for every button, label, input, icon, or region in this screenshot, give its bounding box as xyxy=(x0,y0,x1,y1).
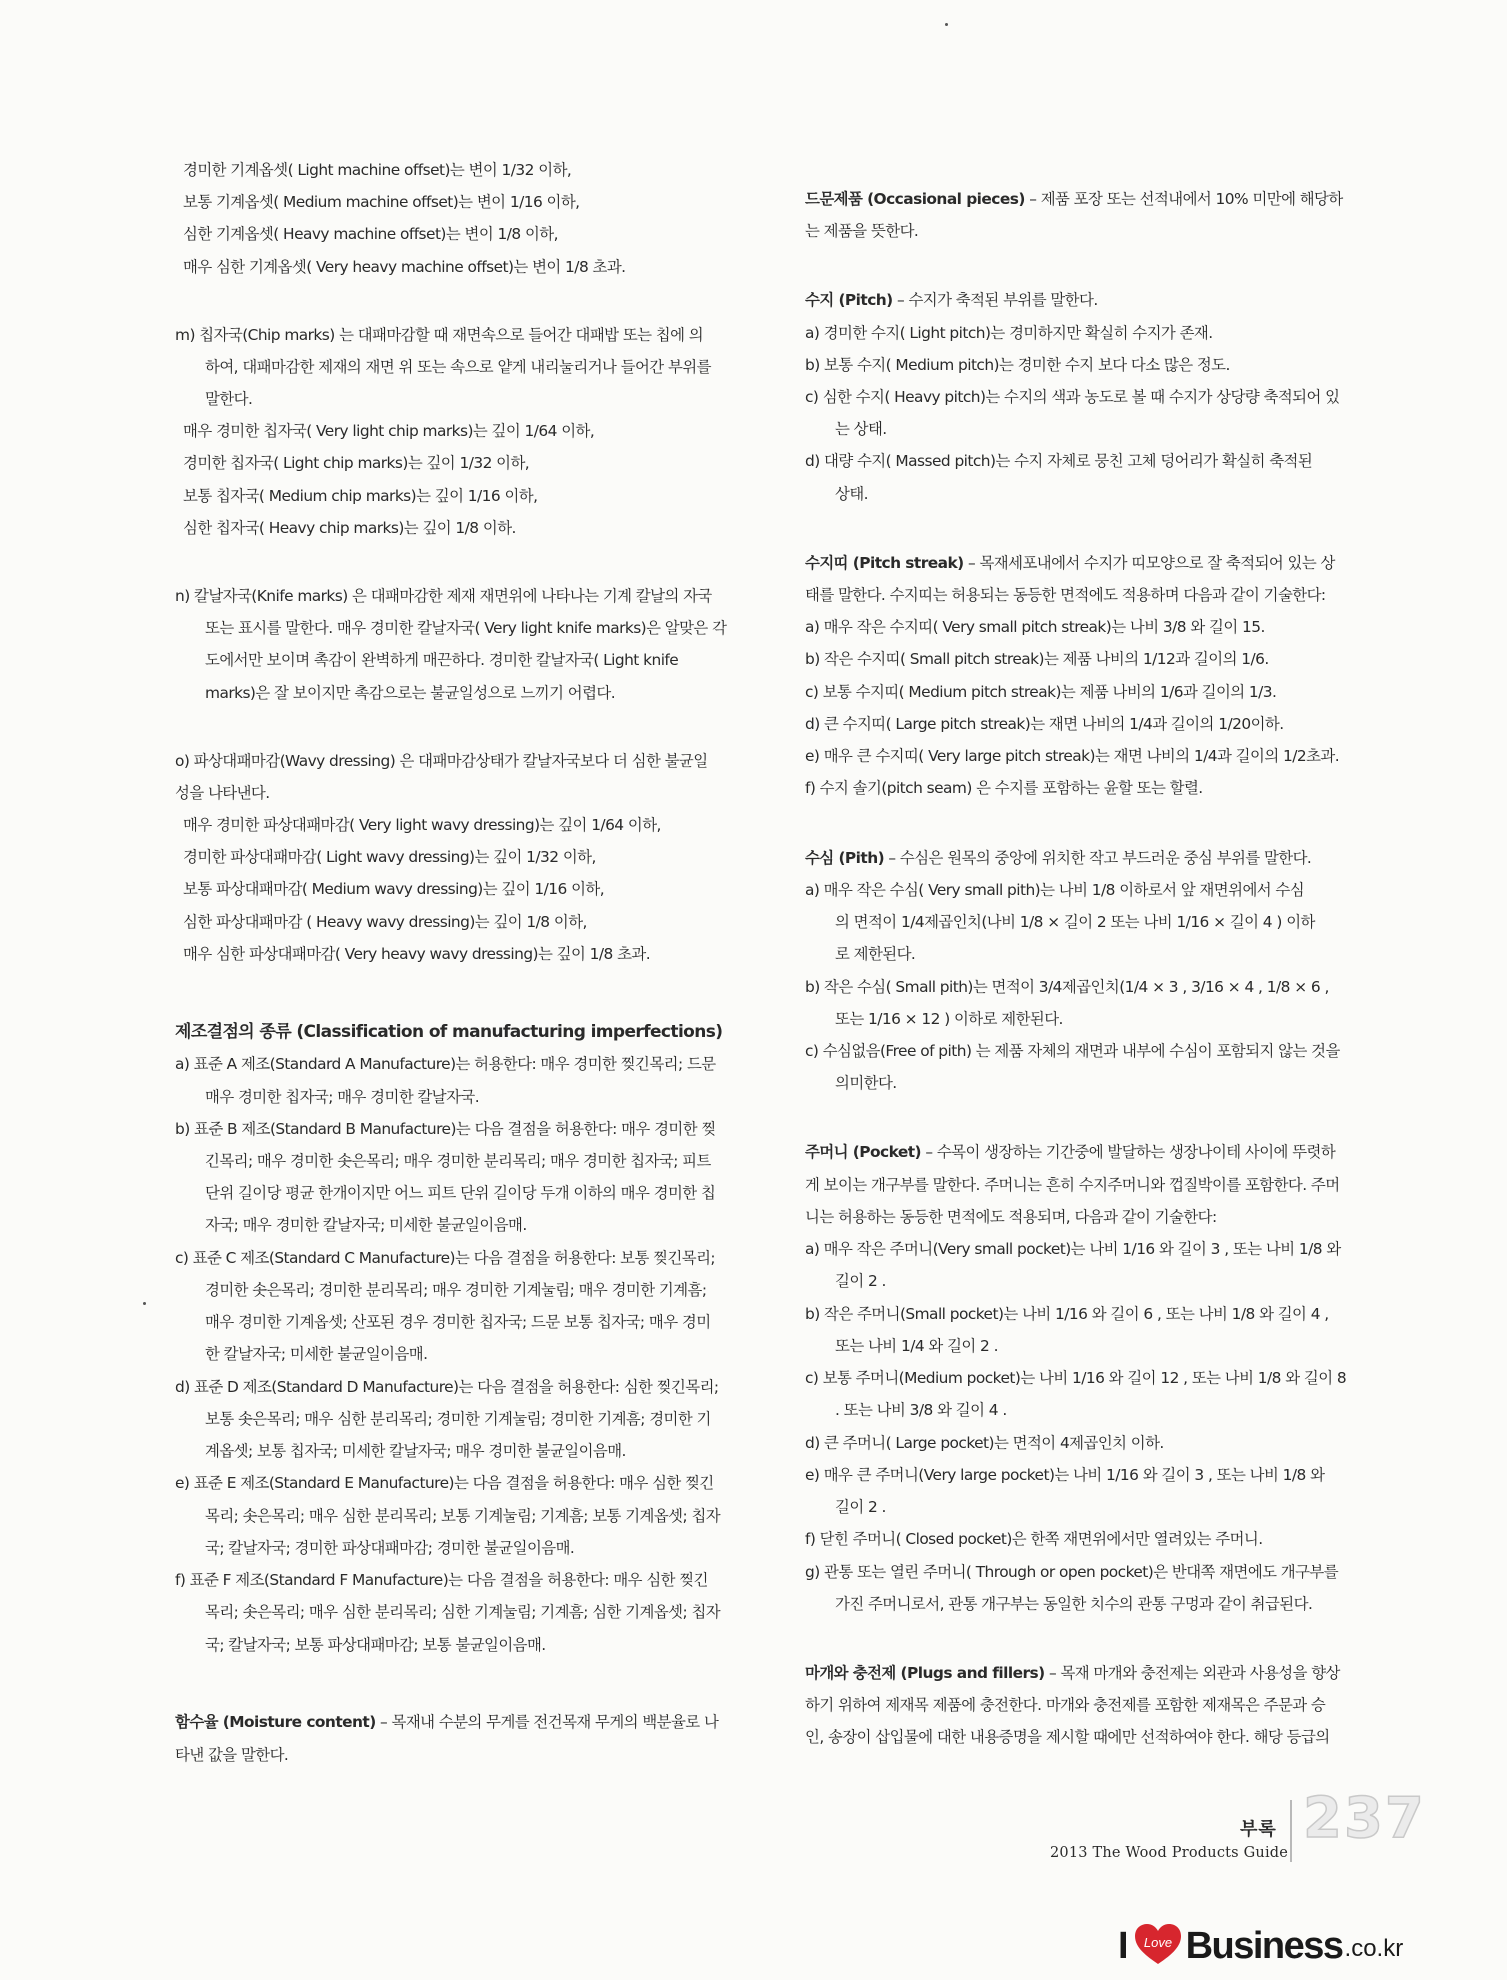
text-line: 국; 칼날자국; 보통 파상대패마감; 보통 불균일이음매. xyxy=(205,1636,546,1654)
text-line: o) 파상대패마감(Wavy dressing) 은 대패마감상태가 칼날자국보다 더 심한 불균일 xyxy=(175,752,708,770)
text-line: 또는 나비 1/4 와 길이 2 . xyxy=(835,1337,998,1355)
text-line: 니는 허용하는 동등한 면적에도 적용되며, 다음과 같이 기술한다: xyxy=(805,1208,1217,1226)
footer-section-label: 부록 xyxy=(1240,1819,1277,1840)
text-line: b) 작은 수심( Small pith)는 면적이 3/4제곱인치(1/4 × 3 , 3/16 × 4 , 1/8 × 6 , xyxy=(805,978,1329,996)
text-line: n) 칼날자국(Knife marks) 은 대패마감한 제재 재면위에 나타나는 기계 칼날의 자국 xyxy=(175,587,712,605)
logo-prefix: I xyxy=(1118,1925,1129,1967)
text-line: marks)은 잘 보이지만 촉감으로는 불균일성으로 느끼기 어렵다. xyxy=(205,684,616,702)
term-definition: – 수심은 원목의 중앙에 위치한 작고 부드러운 중심 부위를 말한다. xyxy=(884,849,1312,867)
logo-brand: Business xyxy=(1185,1925,1343,1967)
text-line: 경미한 칩자국( Light chip marks)는 깊이 1/32 이하, xyxy=(183,454,530,472)
text-line: m) 칩자국(Chip marks) 는 대패마감할 때 재면속으로 들어간 대패밥 또는 칩에 의 xyxy=(175,326,704,344)
text-line: 목리; 솟은목리; 매우 심한 분리목리; 심한 기계눌림; 기계흠; 심한 기계옵셋; 칩자 xyxy=(205,1603,721,1621)
term-definition: – 수지가 축적된 부위를 말한다. xyxy=(892,291,1098,309)
term-occasional-pieces: 드문제품 (Occasional pieces) xyxy=(805,190,1025,208)
text-line: a) 매우 작은 주머니(Very small pocket)는 나비 1/16 와 길이 3 , 또는 나비 1/8 와 xyxy=(805,1240,1341,1258)
logo-heart-text: Love xyxy=(1143,1935,1172,1950)
scan-speck xyxy=(945,23,948,26)
text-line: 의 면적이 1/4제곱인치(나비 1/8 × 길이 2 또는 나비 1/16 × 길이 4 ) 이하 xyxy=(835,913,1315,931)
text-line: a) 매우 작은 수심( Very small pith)는 나비 1/8 이하로서 앞 재면위에서 수심 xyxy=(805,881,1305,899)
text-line: 또는 표시를 말한다. 매우 경미한 칼날자국( Very light knife marks)은 알맞은 각 xyxy=(205,619,727,637)
text-line: b) 표준 B 제조(Standard B Manufacture)는 다음 결점을 허용한다: 매우 경미한 찢 xyxy=(175,1120,716,1138)
text-line: g) 관통 또는 열린 주머니( Through or open pocket)은 반대쪽 재면에도 개구부를 xyxy=(805,1563,1339,1581)
text-line: 로 제한된다. xyxy=(835,945,916,963)
text-line: 또는 1/16 × 12 ) 이하로 제한된다. xyxy=(835,1010,1063,1028)
text-line: 매우 경미한 파상대패마감( Very light wavy dressing)는 깊이 1/64 이하, xyxy=(183,816,661,834)
footer-guide-title: 2013 The Wood Products Guide xyxy=(1050,1845,1289,1861)
text-line: f) 수지 솔기(pitch seam) 은 수지를 포함하는 윤할 또는 할렬. xyxy=(805,779,1203,797)
scan-speck xyxy=(143,1302,146,1305)
text-line: a) 표준 A 제조(Standard A Manufacture)는 허용한다: 매우 경미한 찢긴목리; 드문 xyxy=(175,1055,716,1073)
text-line: 인, 송장이 삽입물에 대한 내용증명을 제시할 때에만 선적하여야 한다. 해당 등급의 xyxy=(805,1728,1330,1746)
text-line: b) 작은 수지띠( Small pitch streak)는 제품 나비의 1/12과 길이의 1/6. xyxy=(805,650,1269,668)
text-line: 도에서만 보이며 촉감이 완벽하게 매끈하다. 경미한 칼날자국( Light knife xyxy=(205,651,679,669)
text-line: 가진 주머니로서, 관통 개구부는 동일한 치수의 관통 구멍과 같이 취급된다. xyxy=(835,1595,1313,1613)
text-line: d) 표준 D 제조(Standard D Manufacture)는 다음 결점을 허용한다: 심한 찢긴목리; xyxy=(175,1378,719,1396)
text-line: 길이 2 . xyxy=(835,1498,886,1516)
text-line: a) 매우 작은 수지띠( Very small pitch streak)는 나비 3/8 와 길이 15. xyxy=(805,618,1265,636)
text-line: 말한다. xyxy=(205,390,253,408)
text-line: 심한 기계옵셋( Heavy machine offset)는 변이 1/8 이하, xyxy=(183,225,558,243)
text-line: c) 보통 주머니(Medium pocket)는 나비 1/16 와 길이 12 , 또는 나비 1/8 와 길이 8 xyxy=(805,1369,1347,1387)
text-line: a) 경미한 수지( Light pitch)는 경미하지만 확실히 수지가 존재. xyxy=(805,324,1213,342)
text-line: 국; 칼날자국; 경미한 파상대패마감; 경미한 불균일이음매. xyxy=(205,1539,575,1557)
text-line: d) 큰 수지띠( Large pitch streak)는 재면 나비의 1/4과 길이의 1/20이하. xyxy=(805,715,1284,733)
term-paragraph xyxy=(805,1663,1340,1683)
term-definition: – 목재 마개와 충전제는 외관과 사용성을 향상 xyxy=(1044,1664,1340,1682)
term-paragraph xyxy=(805,1142,1335,1162)
text-line: d) 대량 수지( Massed pitch)는 수지 자체로 뭉친 고체 덩어리가 확실히 축적된 xyxy=(805,452,1313,470)
text-line: 긴목리; 매우 경미한 솟은목리; 매우 경미한 분리목리; 매우 경미한 칩자국; 피트 xyxy=(205,1152,711,1170)
term-pitch: 수지 (Pitch) xyxy=(805,291,893,309)
text-line: 는 상태. xyxy=(835,420,887,438)
text-line: e) 매우 큰 주머니(Very large pocket)는 나비 1/16 와 길이 3 , 또는 나비 1/8 와 xyxy=(805,1466,1325,1484)
text-line: 게 보이는 개구부를 말한다. 주머니는 흔히 수지주머니와 껍질박이를 포함한다. 주머 xyxy=(805,1176,1340,1194)
text-line: 매우 경미한 칩자국; 매우 경미한 칼날자국. xyxy=(205,1088,480,1106)
term-definition: – 목재세포내에서 수지가 띠모양으로 잘 축적되어 있는 상 xyxy=(963,554,1335,572)
text-line: 단위 길이당 평균 한개이지만 어느 피트 단위 길이당 두개 이하의 매우 경미한 칩 xyxy=(205,1184,716,1202)
text-line: 보통 솟은목리; 매우 심한 분리목리; 경미한 기계눌림; 경미한 기계흠; 경미한 기 xyxy=(205,1410,711,1428)
text-line: 성을 나타낸다. xyxy=(175,784,270,802)
page-number: 237 xyxy=(1303,1786,1426,1851)
term-paragraph xyxy=(175,1712,718,1732)
text-line: . 또는 나비 3/8 와 길이 4 . xyxy=(835,1401,1007,1419)
text-line: f) 표준 F 제조(Standard F Manufacture)는 다음 결점을 허용한다: 매우 심한 찢긴 xyxy=(175,1571,708,1589)
logo-tld: .co.kr xyxy=(1344,1935,1404,1962)
text-line: 경미한 솟은목리; 경미한 분리목리; 매우 경미한 기계눌림; 매우 경미한 기계흠; xyxy=(205,1281,707,1299)
term-paragraph xyxy=(805,848,1311,868)
term-paragraph xyxy=(805,553,1335,573)
text-line: c) 표준 C 제조(Standard C Manufacture)는 다음 결점을 허용한다: 보통 찢긴목리; xyxy=(175,1249,716,1267)
text-line: 한 칼날자국; 미세한 불균일이음매. xyxy=(205,1345,428,1363)
text-line: 보통 칩자국( Medium chip marks)는 깊이 1/16 이하, xyxy=(183,487,538,505)
term-paragraph xyxy=(805,290,1098,310)
term-definition: – 목재내 수분의 무게를 전건목재 무게의 백분율로 나 xyxy=(375,1713,719,1731)
term-definition: – 수목이 생장하는 기간중에 발달하는 생장나이테 사이에 뚜렷하 xyxy=(921,1143,1336,1161)
text-line: 심한 파상대패마감 ( Heavy wavy dressing)는 깊이 1/8 이하, xyxy=(183,913,587,931)
text-line: 보통 기계옵셋( Medium machine offset)는 변이 1/16 이하, xyxy=(183,193,580,211)
text-line: 목리; 솟은목리; 매우 심한 분리목리; 보통 기계눌림; 기계흠; 보통 기계옵셋; 칩자 xyxy=(205,1507,721,1525)
text-line: 타낸 값을 말한다. xyxy=(175,1746,289,1764)
text-line: 자국; 매우 경미한 칼날자국; 미세한 불균일이음매. xyxy=(205,1216,527,1234)
term-definition: – 제품 포장 또는 선적내에서 10% 미만에 해당하 xyxy=(1024,190,1343,208)
text-line: 매우 심한 파상대패마감( Very heavy wavy dressing)는 깊이 1/8 초과. xyxy=(183,945,651,963)
term-plugs-and-fillers: 마개와 충전제 (Plugs and fillers) xyxy=(805,1664,1045,1682)
text-line: c) 심한 수지( Heavy pitch)는 수지의 색과 농도로 볼 때 수지가 상당량 축적되어 있 xyxy=(805,388,1340,406)
text-line: 매우 경미한 칩자국( Very light chip marks)는 깊이 1/64 이하, xyxy=(183,422,595,440)
text-line: e) 매우 큰 수지띠( Very large pitch streak)는 재면 나비의 1/4과 길이의 1/2초과. xyxy=(805,747,1340,765)
text-line: c) 수심없음(Free of pith) 는 제품 자체의 재면과 내부에 수심이 포함되지 않는 것을 xyxy=(805,1042,1340,1060)
text-line: 길이 2 . xyxy=(835,1272,886,1290)
term-moisture-content: 함수율 (Moisture content) xyxy=(175,1713,376,1731)
text-line: 상태. xyxy=(835,485,868,503)
brand-logo xyxy=(1118,1916,1403,1966)
footer-divider xyxy=(1290,1800,1292,1862)
text-line: 하여, 대패마감한 제재의 재면 위 또는 속으로 얕게 내리눌리거나 들어간 부위를 xyxy=(205,358,711,376)
text-line: e) 표준 E 제조(Standard E Manufacture)는 다음 결점을 허용한다: 매우 심한 찢긴 xyxy=(175,1474,714,1492)
text-line: 매우 경미한 기계옵셋; 산포된 경우 경미한 칩자국; 드문 보통 칩자국; 매우 경미 xyxy=(205,1313,711,1331)
term-pitch-streak: 수지띠 (Pitch streak) xyxy=(805,554,964,572)
text-line: b) 작은 주머니(Small pocket)는 나비 1/16 와 길이 6 , 또는 나비 1/8 와 길이 4 , xyxy=(805,1305,1329,1323)
term-pocket: 주머니 (Pocket) xyxy=(805,1143,922,1161)
text-line: b) 보통 수지( Medium pitch)는 경미한 수지 보다 다소 많은 정도. xyxy=(805,356,1230,374)
text-line: 태를 말한다. 수지띠는 허용되는 동등한 면적에도 적용하며 다음과 같이 기술한다: xyxy=(805,586,1326,604)
section-heading: 제조결점의 종류 (Classification of manufacturing imperfections) xyxy=(175,1022,723,1042)
text-line: 경미한 파상대패마감( Light wavy dressing)는 깊이 1/32 이하, xyxy=(183,848,596,866)
text-line: 는 제품을 뜻한다. xyxy=(805,222,919,240)
text-line: 보통 파상대패마감( Medium wavy dressing)는 깊이 1/16 이하, xyxy=(183,880,605,898)
text-line: 하기 위하여 제재목 제품에 충전한다. 마개와 충전제를 포함한 제재목은 주문과 승 xyxy=(805,1696,1326,1714)
text-line: 심한 칩자국( Heavy chip marks)는 깊이 1/8 이하. xyxy=(183,519,516,537)
term-paragraph xyxy=(805,189,1343,209)
text-line: 의미한다. xyxy=(835,1074,897,1092)
text-line: 경미한 기계옵셋( Light machine offset)는 변이 1/32 이하, xyxy=(183,161,572,179)
text-line: d) 큰 주머니( Large pocket)는 면적이 4제곱인치 이하. xyxy=(805,1434,1164,1452)
heart-icon xyxy=(1133,1922,1183,1966)
text-line: 계옵셋; 보통 칩자국; 미세한 칼날자국; 매우 경미한 불균일이음매. xyxy=(205,1442,626,1460)
text-line: 매우 심한 기계옵셋( Very heavy machine offset)는 변이 1/8 초과. xyxy=(183,258,626,276)
text-line: c) 보통 수지띠( Medium pitch streak)는 제품 나비의 1/6과 길이의 1/3. xyxy=(805,683,1277,701)
term-pith: 수심 (Pith) xyxy=(805,849,885,867)
text-line: f) 닫힌 주머니( Closed pocket)은 한쪽 재면위에서만 열려있는 주머니. xyxy=(805,1530,1263,1548)
